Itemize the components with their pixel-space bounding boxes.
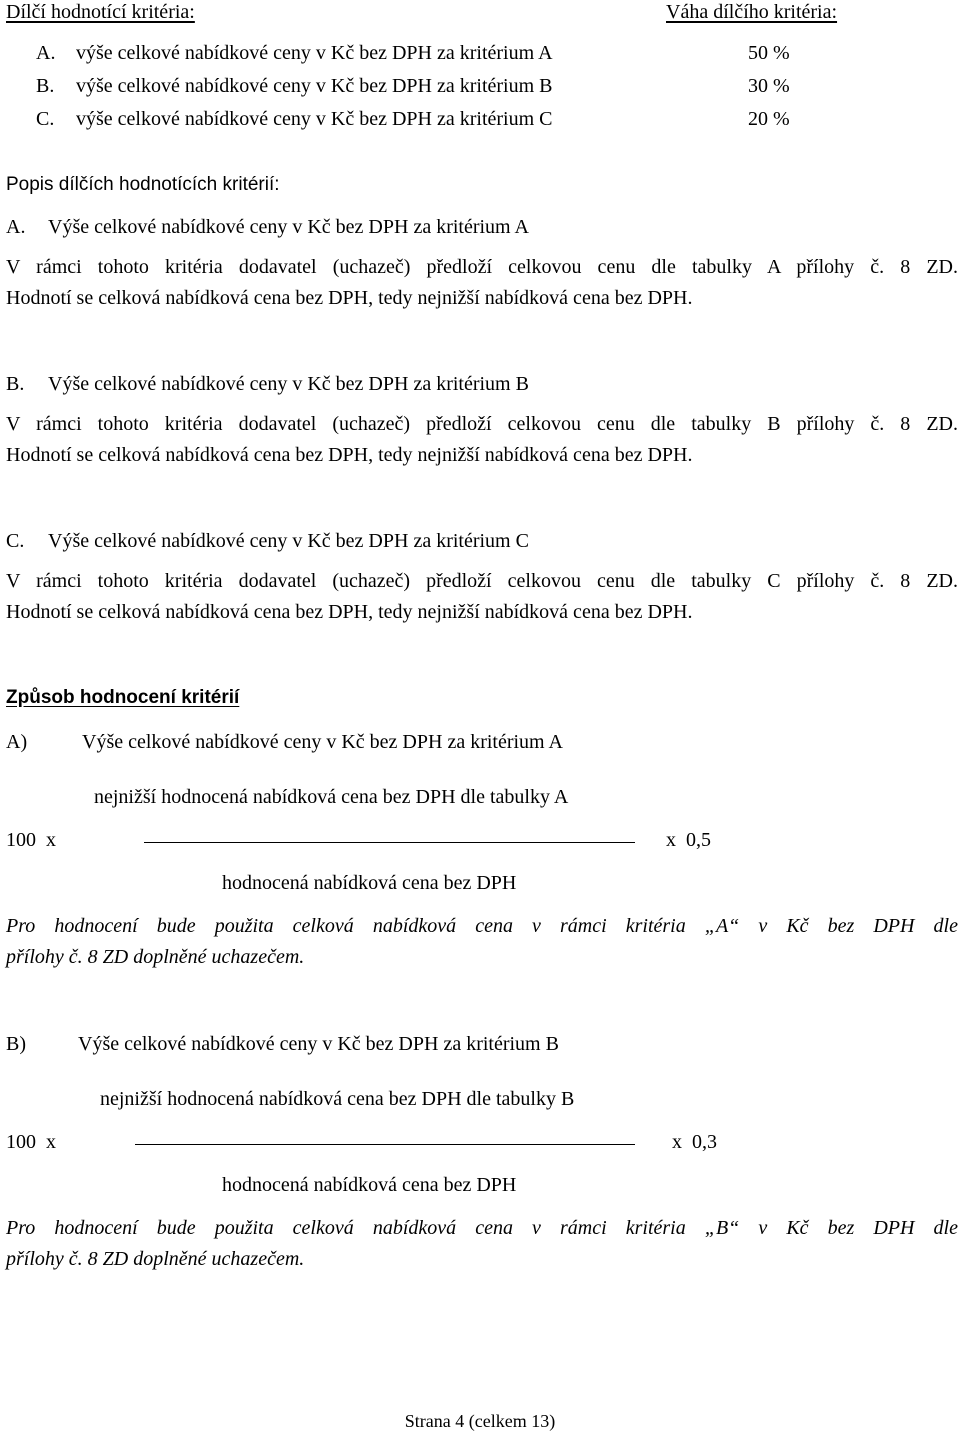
popis-title: Popis dílčích hodnotících kritérií: — [6, 174, 280, 195]
block-note: přílohy č. 8 ZD doplněné uchazečem. — [6, 1248, 305, 1270]
criterion-weight: 30 % — [748, 75, 790, 97]
formula-suffix: x 0,3 — [672, 1131, 717, 1153]
section-line: V rámci tohoto kritéria dodavatel (uchazeč) předloží celkovou cenu dle tabulky C přílohy č. 8 ZD. — [6, 570, 958, 592]
criterion-text: výše celkové nabídkové ceny v Kč bez DPH za kritérium B — [76, 75, 553, 97]
block-heading: Výše celkové nabídkové ceny v Kč bez DPH za kritérium A — [82, 731, 563, 753]
block-note: přílohy č. 8 ZD doplněné uchazečem. — [6, 946, 305, 968]
zpusob-title: Způsob hodnocení kritérií — [6, 687, 240, 708]
block-note: Pro hodnocení bude použita celková nabídková cena v rámci kritéria „A“ v Kč bez DPH dle — [6, 915, 958, 937]
section-line: Hodnotí se celková nabídková cena bez DPH, tedy nejnižší nabídková cena bez DPH. — [6, 287, 693, 309]
section-letter: A. — [6, 216, 26, 238]
section-heading: Výše celkové nabídkové ceny v Kč bez DPH za kritérium B — [48, 373, 529, 395]
section-heading: Výše celkové nabídkové ceny v Kč bez DPH za kritérium C — [48, 530, 529, 552]
criteria-header: Dílčí hodnotící kritéria: — [6, 1, 195, 23]
formula-numerator: nejnižší hodnocená nabídková cena bez DPH dle tabulky B — [100, 1088, 575, 1110]
fraction-line — [144, 842, 635, 843]
criterion-letter: C. — [36, 108, 55, 130]
section-line: V rámci tohoto kritéria dodavatel (uchazeč) předloží celkovou cenu dle tabulky B přílohy č. 8 ZD. — [6, 413, 958, 435]
formula-denominator: hodnocená nabídková cena bez DPH — [222, 872, 517, 894]
criterion-weight: 50 % — [748, 42, 790, 64]
criterion-letter: B. — [36, 75, 55, 97]
formula-prefix: 100 x — [6, 829, 56, 851]
criterion-text: výše celkové nabídkové ceny v Kč bez DPH za kritérium C — [76, 108, 553, 130]
section-line: Hodnotí se celková nabídková cena bez DPH, tedy nejnižší nabídková cena bez DPH. — [6, 601, 693, 623]
criterion-text: výše celkové nabídkové ceny v Kč bez DPH za kritérium A — [76, 42, 553, 64]
formula-denominator: hodnocená nabídková cena bez DPH — [222, 1174, 517, 1196]
section-heading: Výše celkové nabídkové ceny v Kč bez DPH za kritérium A — [48, 216, 529, 238]
block-heading: Výše celkové nabídkové ceny v Kč bez DPH za kritérium B — [78, 1033, 559, 1055]
block-label: A) — [6, 731, 28, 753]
section-line: V rámci tohoto kritéria dodavatel (uchazeč) předloží celkovou cenu dle tabulky A přílohy č. 8 ZD. — [6, 256, 958, 278]
weight-header: Váha dílčího kritéria: — [666, 1, 838, 23]
block-label: B) — [6, 1033, 26, 1055]
criterion-letter: A. — [36, 42, 56, 64]
fraction-line — [135, 1144, 635, 1145]
section-line: Hodnotí se celková nabídková cena bez DPH, tedy nejnižší nabídková cena bez DPH. — [6, 444, 693, 466]
formula-numerator: nejnižší hodnocená nabídková cena bez DPH dle tabulky A — [94, 786, 569, 808]
formula-suffix: x 0,5 — [666, 829, 711, 851]
block-note: Pro hodnocení bude použita celková nabídková cena v rámci kritéria „B“ v Kč bez DPH dle — [6, 1217, 958, 1239]
section-letter: B. — [6, 373, 25, 395]
page-number: Strana 4 (celkem 13) — [404, 1411, 556, 1431]
section-letter: C. — [6, 530, 25, 552]
criterion-weight: 20 % — [748, 108, 790, 130]
formula-prefix: 100 x — [6, 1131, 56, 1153]
